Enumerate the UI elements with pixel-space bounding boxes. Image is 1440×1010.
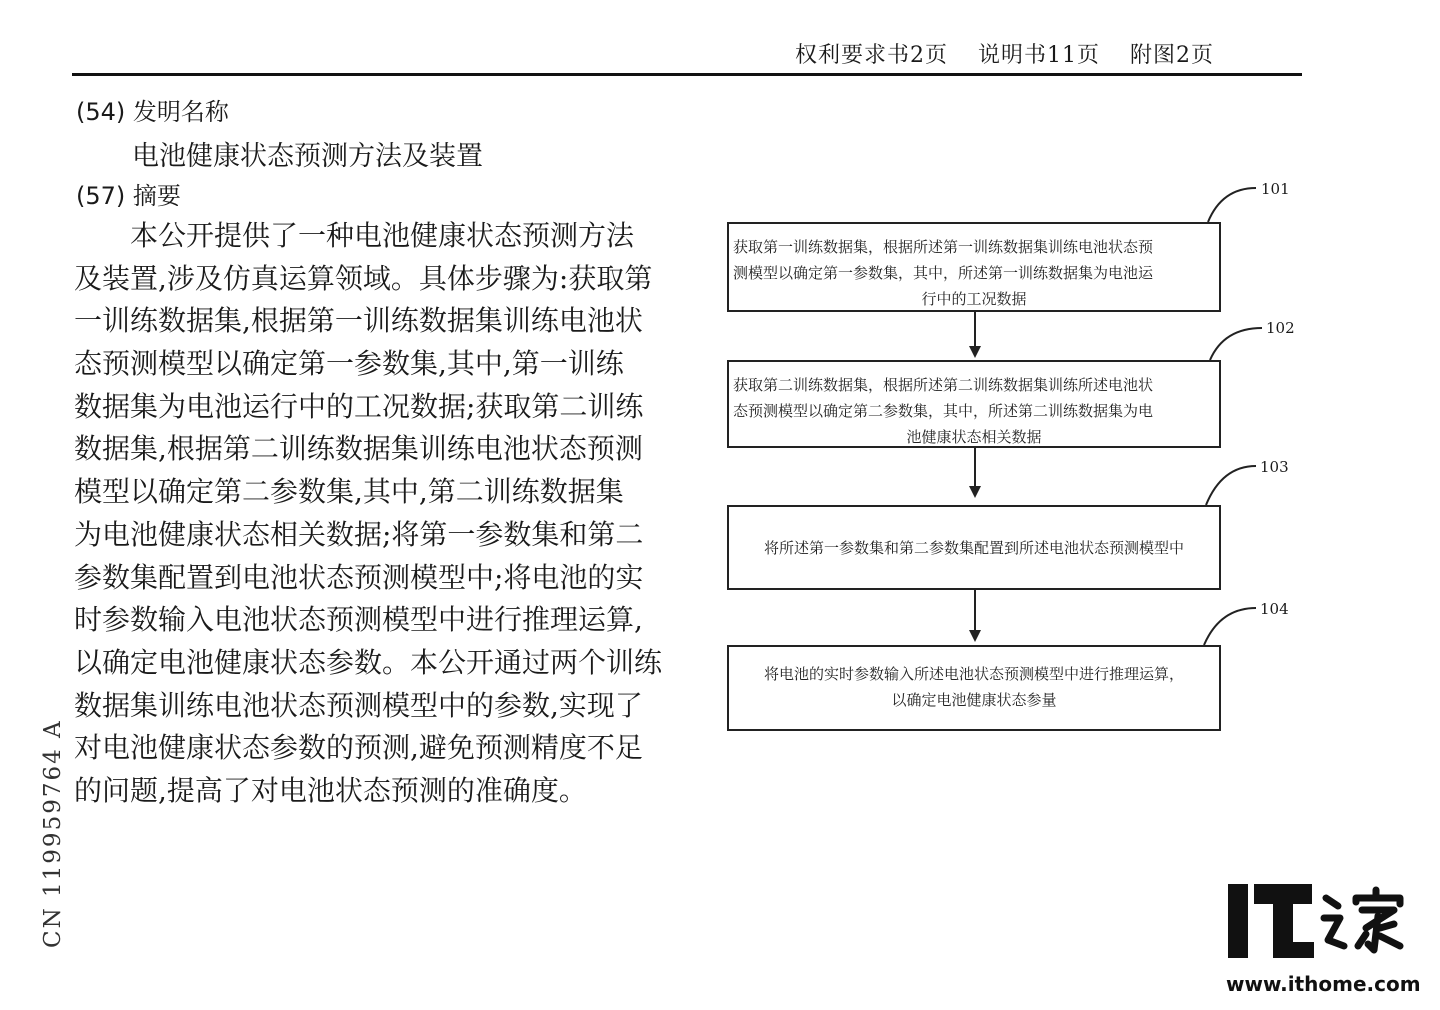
- publication-number: CN 119959764 A: [40, 719, 66, 948]
- ref-number: 102: [1266, 319, 1295, 337]
- abstract-line: 参数集配置到电池状态预测模型中;将电池的实: [74, 560, 644, 594]
- abstract-line: 时参数输入电池状态预测模型中进行推理运算,: [74, 603, 643, 637]
- abstract-line: 为电池健康状态相关数据;将第一参数集和第二: [74, 517, 644, 551]
- abstract-line: 及装置,涉及仿真运算领域。具体步骤为:获取第: [74, 261, 653, 295]
- ithome-logo: [1228, 884, 1418, 958]
- flow-step-text: 测模型以确定第一参数集，其中，所述第一训练数据集为电池运: [733, 264, 1154, 282]
- ithome-logo-mark: [1228, 884, 1418, 958]
- flow-step-text: 获取第二训练数据集，根据所述第二训练数据集训练所述电池状: [733, 376, 1154, 394]
- description-page-count: 说明书11页: [978, 43, 1100, 68]
- flow-step-text: 将所述第一参数集和第二参数集配置到所述电池状态预测模型中: [763, 538, 1184, 557]
- abstract-line: 数据集训练电池状态预测模型中的参数,实现了: [74, 688, 643, 722]
- flow-step-text: 池健康状态相关数据: [906, 428, 1042, 446]
- abstract-line: 对电池健康状态参数的预测,避免预测精度不足: [74, 731, 643, 765]
- abstract-heading: (57) 摘要: [76, 182, 181, 210]
- ref-number: 104: [1260, 600, 1289, 618]
- abstract-line: 的问题,提高了对电池状态预测的准确度。: [74, 773, 587, 807]
- abstract-line: 数据集为电池运行中的工况数据;获取第二训练: [74, 389, 644, 423]
- abstract-line: 以确定电池健康状态参数。本公开通过两个训练: [74, 645, 663, 679]
- abstract-line: 态预测模型以确定第一参数集,其中,第一训练: [74, 347, 624, 381]
- flow-step-text: 将电池的实时参数输入所述电池状态预测模型中进行推理运算，: [763, 665, 1184, 683]
- flow-step-text: 态预测模型以确定第二参数集，其中，所述第二训练数据集为电: [733, 402, 1154, 420]
- drawings-page-count: 附图2页: [1130, 43, 1214, 68]
- abstract-line: 数据集,根据第二训练数据集训练电池状态预测: [74, 432, 643, 466]
- abstract-line: 模型以确定第二参数集,其中,第二训练数据集: [74, 475, 624, 509]
- ithome-url: www.ithome.com: [1226, 972, 1421, 996]
- invention-title: 电池健康状态预测方法及装置: [132, 141, 483, 172]
- abstract-line: 本公开提供了一种电池健康状态预测方法: [74, 219, 635, 252]
- abstract-line: 一训练数据集,根据第一训练数据集训练电池状: [74, 304, 643, 338]
- flow-step-text: 行中的工况数据: [921, 290, 1027, 308]
- ref-number: 103: [1260, 458, 1289, 476]
- claims-page-count: 权利要求书2页: [795, 43, 948, 68]
- ref-number: 101: [1261, 180, 1290, 198]
- flow-step-text: 以确定电池健康状态参量: [891, 691, 1057, 709]
- invention-title-heading: (54) 发明名称: [76, 98, 229, 126]
- flow-step-text: 获取第一训练数据集，根据所述第一训练数据集训练电池状态预: [733, 238, 1154, 256]
